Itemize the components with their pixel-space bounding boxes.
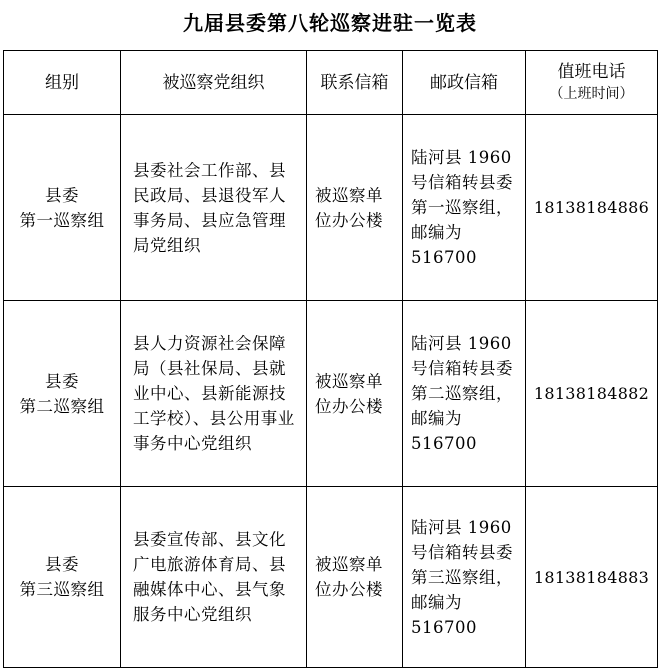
group-cell [4, 115, 121, 301]
table-row [4, 301, 658, 487]
phone-cell: 18138184886 [526, 115, 658, 301]
mail-cell: 陆河县 1960 号信箱转县委第三巡察组，邮编为516700 [403, 487, 526, 668]
mail-cell: 陆河县 1960 号信箱转县委第二巡察组，邮编为516700 [403, 301, 526, 487]
inspection-table [3, 50, 658, 668]
group-cell [4, 301, 121, 487]
group-line2: 第二巡察组 [19, 396, 105, 416]
phone-cell: 18138184882 [526, 301, 658, 487]
group-line1: 县委 [45, 371, 79, 391]
contact-cell: 被巡察单位办公楼 [307, 115, 403, 301]
header-mail: 邮政信箱 [403, 51, 526, 115]
org-cell: 县委社会工作部、县民政局、县退役军人事务局、县应急管理局党组织 [121, 115, 307, 301]
table-header-row [4, 51, 658, 115]
table-row [4, 487, 658, 668]
header-phone-sub: （上班时间） [549, 85, 634, 102]
group-line1: 县委 [45, 185, 79, 205]
header-contact: 联系信箱 [307, 51, 403, 115]
phone-cell: 18138184883 [526, 487, 658, 668]
header-phone [526, 51, 658, 115]
header-group: 组别 [4, 51, 121, 115]
header-phone-label: 值班电话 [557, 61, 626, 82]
org-cell: 县人力资源社会保障局（县社保局、县就业中心、县新能源技工学校）、县公用事业事务中心党组织 [121, 301, 307, 487]
header-org: 被巡察党组织 [121, 51, 307, 115]
group-line1: 县委 [45, 555, 79, 574]
org-cell: 县委宣传部、县文化广电旅游体育局、县融媒体中心、县气象服务中心党组织 [121, 487, 307, 668]
group-line2: 第三巡察组 [19, 580, 105, 599]
group-line2: 第一巡察组 [19, 210, 105, 230]
mail-cell: 陆河县 1960 号信箱转县委第一巡察组，邮编为516700 [403, 115, 526, 301]
table-row [4, 115, 658, 301]
contact-cell: 被巡察单位办公楼 [307, 487, 403, 668]
contact-cell: 被巡察单位办公楼 [307, 301, 403, 487]
group-cell [4, 487, 121, 668]
table-title: 九届县委第八轮巡察进驻一览表 [183, 11, 477, 35]
